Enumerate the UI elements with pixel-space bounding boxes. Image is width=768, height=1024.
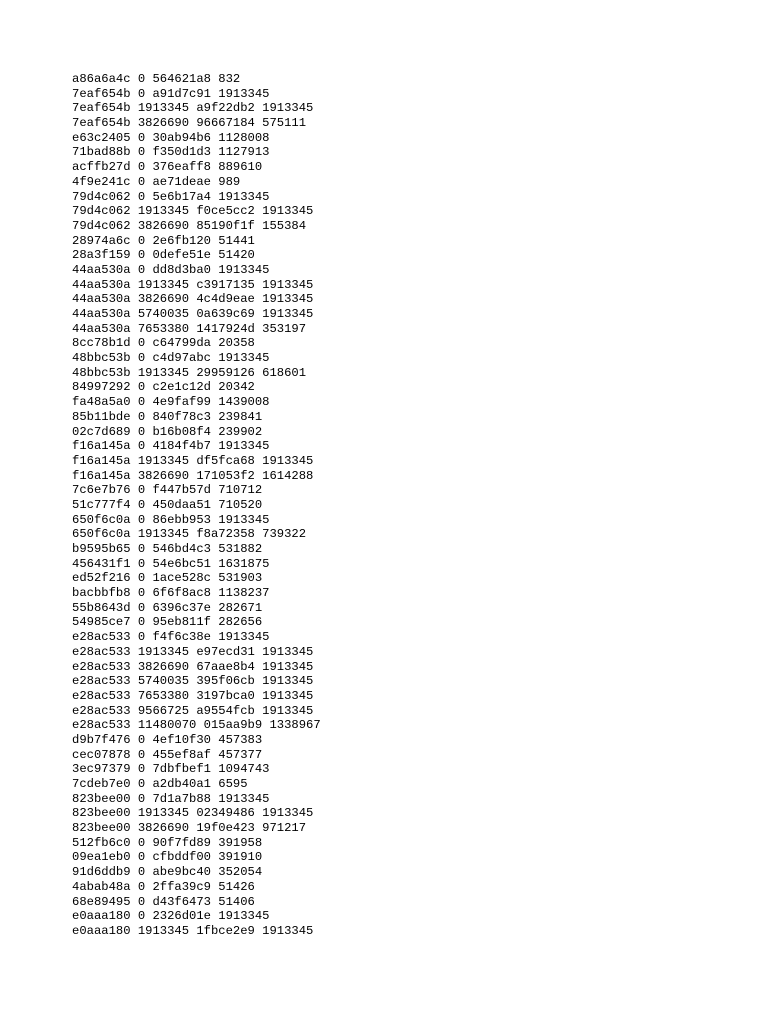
document-body [72,72,712,939]
text-line: 54985ce7 0 95eb811f 282656 [72,615,263,630]
text-line: 44aa530a 1913345 c3917135 1913345 [72,277,314,292]
text-line: 28974a6c 0 2e6fb120 51441 [72,233,255,248]
text-line: 7eaf654b 0 a91d7c91 1913345 [72,86,270,101]
text-line: 48bbc53b 1913345 29959126 618601 [72,365,307,380]
text-line: 51c777f4 0 450daa51 710520 [72,497,263,512]
text-line: e0aaa180 0 2326d01e 1913345 [72,909,270,924]
text-line: 79d4c062 3826690 85190f1f 155384 [72,218,307,233]
text-line: 8cc78b1d 0 c64799da 20358 [72,336,255,351]
text-line: d9b7f476 0 4ef10f30 457383 [72,732,263,747]
text-line: 7eaf654b 3826690 96667184 575111 [72,116,307,131]
text-line: f16a145a 0 4184f4b7 1913345 [72,439,270,454]
text-line: e28ac533 11480070 015aa9b9 1338967 [72,718,321,733]
text-line: acffb27d 0 376eaff8 889610 [72,160,263,175]
text-line: 7eaf654b 1913345 a9f22db2 1913345 [72,101,314,116]
text-line: e28ac533 3826690 67aae8b4 1913345 [72,659,314,674]
text-line: e0aaa180 1913345 1fbce2e9 1913345 [72,923,314,938]
text-line: 456431f1 0 54e6bc51 1631875 [72,556,270,571]
text-line: b9595b65 0 546bd4c3 531882 [72,542,263,556]
text-line: f16a145a 1913345 df5fca68 1913345 [72,453,314,468]
text-line: 85b11bde 0 840f78c3 239841 [72,409,263,424]
text-line: 79d4c062 0 5e6b17a4 1913345 [72,189,270,204]
text-line: 02c7d689 0 b16b08f4 239902 [72,424,263,439]
text-line: 44aa530a 7653380 1417924d 353197 [72,321,307,336]
text-line: 7cdeb7e0 0 a2db40a1 6595 [72,777,248,791]
text-line: f16a145a 3826690 171053f2 1614288 [72,468,314,483]
text-line: 09ea1eb0 0 cfbddf00 391910 [72,850,263,865]
text-line: cec07878 0 455ef8af 457377 [72,747,263,762]
text-line: e28ac533 1913345 e97ecd31 1913345 [72,644,314,659]
text-line: 91d6ddb9 0 abe9bc40 352054 [72,865,263,880]
text-line: 3ec97379 0 7dbfbef1 1094743 [72,762,270,777]
text-line: bacbbfb8 0 6f6f8ac8 1138237 [72,586,270,601]
text-line: 71bad88b 0 f350d1d3 1127913 [72,145,270,160]
text-line: 79d4c062 1913345 f0ce5cc2 1913345 [72,204,314,219]
text-line: 44aa530a 3826690 4c4d9eae 1913345 [72,292,314,307]
text-line: 823bee00 3826690 19f0e423 971217 [72,821,307,836]
text-line: e63c2405 0 30ab94b6 1128008 [72,130,270,145]
text-line: e28ac533 5740035 395f06cb 1913345 [72,674,314,689]
text-line: fa48a5a0 0 4e9faf99 1439008 [72,395,270,410]
text-line: 7c6e7b76 0 f447b57d 710712 [72,483,263,498]
text-line: 4f9e241c 0 ae71deae 989 [72,174,241,189]
text-line: ed52f216 0 1ace528c 531903 [72,571,263,586]
text-line: 44aa530a 5740035 0a639c69 1913345 [72,307,314,321]
text-line: 823bee00 1913345 02349486 1913345 [72,806,314,821]
text-line: 48bbc53b 0 c4d97abc 1913345 [72,351,270,366]
text-line: 4abab48a 0 2ffa39c9 51426 [72,879,255,894]
text-line: 823bee00 0 7d1a7b88 1913345 [72,791,270,806]
text-line: 28a3f159 0 0defe51e 51420 [72,248,255,263]
text-line: e28ac533 7653380 3197bca0 1913345 [72,688,314,703]
text-line: 44aa530a 0 dd8d3ba0 1913345 [72,262,270,277]
text-line: 55b8643d 0 6396c37e 282671 [72,600,263,615]
text-line: e28ac533 9566725 a9554fcb 1913345 [72,703,314,718]
text-line: a86a6a4c 0 564621a8 832 [72,72,241,86]
text-line: e28ac533 0 f4f6c38e 1913345 [72,630,270,645]
text-line: 650f6c0a 0 86ebb953 1913345 [72,512,270,527]
text-line: 68e89495 0 d43f6473 51406 [72,894,255,909]
text-line: 512fb6c0 0 90f7fd89 391958 [72,835,263,850]
text-line: 84997292 0 c2e1c12d 20342 [72,380,255,395]
text-line: 650f6c0a 1913345 f8a72358 739322 [72,527,307,542]
